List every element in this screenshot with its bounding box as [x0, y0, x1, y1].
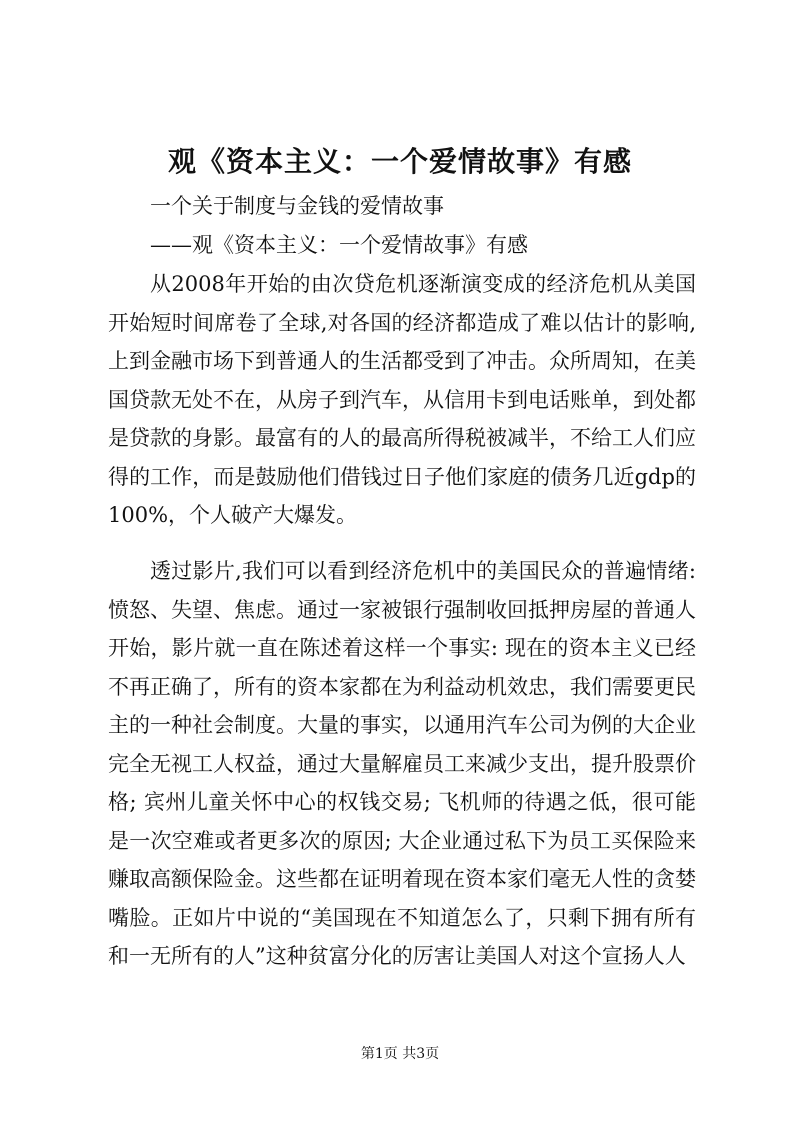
page-footer: 第1页 共3页	[360, 1046, 440, 1062]
document-title: 观《资本主义：一个爱情故事》有感	[167, 145, 632, 178]
body-paragraph-2: 透过影片,我们可以看到经济危机中的美国民众的普遍情绪:愤怒、失望、焦虑。通过一家被银行强制收回抵押房屋的普通人开始，影片就一直在陈述着这样一个事实: 现在的资本主义已经不再正确了，所有的资本家都在为利益动机效忠，我们需要更民主的一种社会制度。大量的事实，以通用汽车公司为例的大企业完全无视工人权益，通过大量解雇员工来减少支出，提升股票价格; 宾州儿童关怀中心的权钱交易; 飞机师的待遇之低，很可能是一次空难或者更多次的原因; 大企业通过私下为员工买保险来赚取高额保险金。这些都在证明着现在资本家们毫无人性的贪婪嘴脸。正如片中说的“美国现在不知道怎么了，只剩下拥有所有和一无所有的人”这种贫富分化的厉害让美国人对这个宣扬人人	[108, 559, 696, 968]
document-subtitle: 一个关于制度与金钱的爱情故事	[150, 194, 444, 218]
document-subtitle-secondary: ——观《资本主义：一个爱情故事》有感	[150, 233, 528, 257]
body-paragraph-1: 从2008年开始的由次贷危机逐渐演变成的经济危机从美国开始短时间席卷了全球,对各国的经济都造成了难以估计的影响,上到金融市场下到普通人的生活都受到了冲击。众所周知，在美国贷款无处不在，从房子到汽车，从信用卡到电话账单，到处都是贷款的身影。最富有的人的最高所得税被减半，不给工人们应得的工作，而是鼓励他们借钱过日子他们家庭的债务几近gdp的100%，个人破产大爆发。	[108, 272, 696, 527]
